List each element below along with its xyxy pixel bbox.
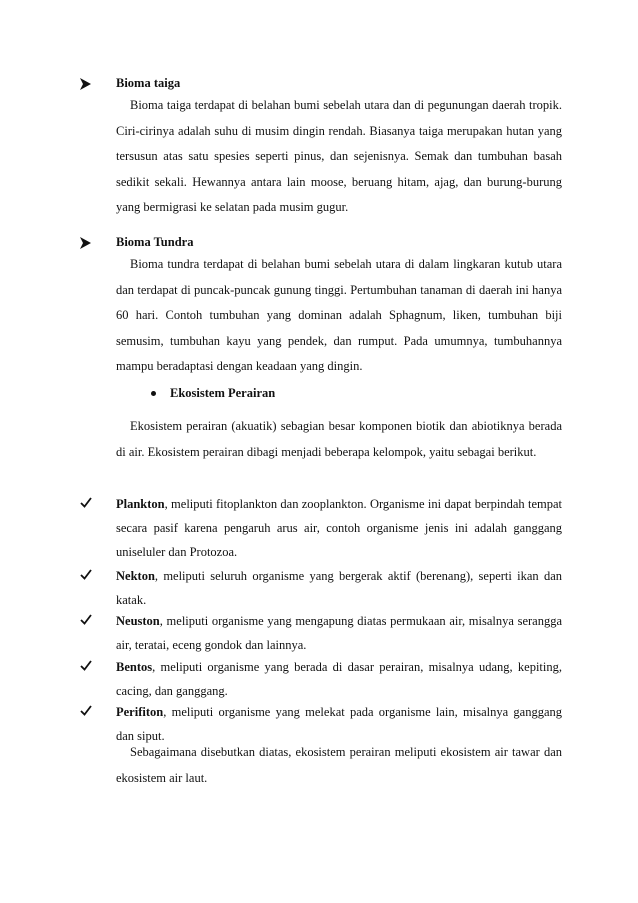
checkmark-icon xyxy=(80,660,92,673)
intro-paragraph: Ekosistem perairan (akuatik) sebagian besar komponen biotik dan abiotiknya berada di air. Ekosistem perairan dibagi menjadi beberapa kelompok, yaitu sebagai berikut. xyxy=(116,419,562,459)
section-tundra xyxy=(116,232,562,380)
arrow-bullet-icon xyxy=(80,237,91,249)
closing xyxy=(116,740,562,791)
list-item-text xyxy=(116,564,562,612)
list-item-desc: , meliputi organisme yang mengapung diatas permukaan air, misalnya serangga air, teratai, eceng gondok dan lainnya. xyxy=(116,614,562,652)
checkmark-icon xyxy=(80,497,92,510)
list-item xyxy=(116,564,562,612)
perairan-intro xyxy=(116,414,562,465)
subheading-title: Ekosistem Perairan xyxy=(170,386,276,400)
checkmark-icon xyxy=(80,614,92,627)
section-paragraph: Bioma taiga terdapat di belahan bumi sebelah utara dan di pegunungan daerah tropik. Ciri-cirinya adalah suhu di musim dingin rendah. Biasanya taiga merupakan hutan yang tersusun atas satu spesies seperti pinus, dan sejenisnya. Semak dan tumbuhan basah sedikit sekali. Hewannya antara lain moose, beruang hitam, ajag, dan burung-burung yang bermigrasi ke selatan pada musim gugur. xyxy=(116,98,562,214)
dot-bullet-icon xyxy=(151,391,156,396)
section-taiga xyxy=(116,73,562,221)
section-paragraph: Bioma tundra terdapat di belahan bumi sebelah utara di dalam lingkaran kutub utara dan terdapat di puncak-puncak gunung tinggi. Pertumbuhan tanaman di daerah ini hanya 60 hari. Contoh tumbuhan yang dominan adalah Sphagnum, liken, tumbuhan biji semusim, tumbuhan kayu yang pendek, dan rumput. Pada umumnya, tumbuhannya mampu beradaptasi dengan keadaan yang dingin. xyxy=(116,257,562,373)
list-item-term: Neuston xyxy=(116,614,160,628)
arrow-bullet-icon xyxy=(80,78,91,90)
list-item-desc: , meliputi organisme yang melekat pada organisme lain, misalnya ganggang dan siput. xyxy=(116,705,562,743)
list-item-desc: , meliputi organisme yang berada di dasar perairan, misalnya udang, kepiting, cacing, dan ganggang. xyxy=(116,660,562,698)
list-item-term: Bentos xyxy=(116,660,153,674)
list-item xyxy=(116,492,562,564)
checkmark-icon xyxy=(80,705,92,718)
list-item-text xyxy=(116,655,562,703)
checkmark-icon xyxy=(80,569,92,582)
list-item-text xyxy=(116,609,562,657)
subheading-perairan xyxy=(151,383,275,403)
list-item-term: Nekton xyxy=(116,569,155,583)
list-item-text xyxy=(116,492,562,564)
list-item xyxy=(116,655,562,703)
list-item-term: Plankton xyxy=(116,497,165,511)
section-title: Bioma taiga xyxy=(116,76,181,90)
list-item-term: Perifiton xyxy=(116,705,164,719)
list-item-desc: , meliputi fitoplankton dan zooplankton. Organisme ini dapat berpindah tempat secara pasif karena pengaruh arus air, contoh organisme jenis ini adalah ganggang uniseluler dan Protozoa. xyxy=(116,497,562,559)
list-item-desc: , meliputi seluruh organisme yang bergerak aktif (berenang), seperti ikan dan katak. xyxy=(116,569,562,607)
section-title: Bioma Tundra xyxy=(116,235,194,249)
closing-paragraph: Sebagaimana disebutkan diatas, ekosistem perairan meliputi ekosistem air tawar dan ekosistem air laut. xyxy=(116,745,562,785)
list-item xyxy=(116,609,562,657)
